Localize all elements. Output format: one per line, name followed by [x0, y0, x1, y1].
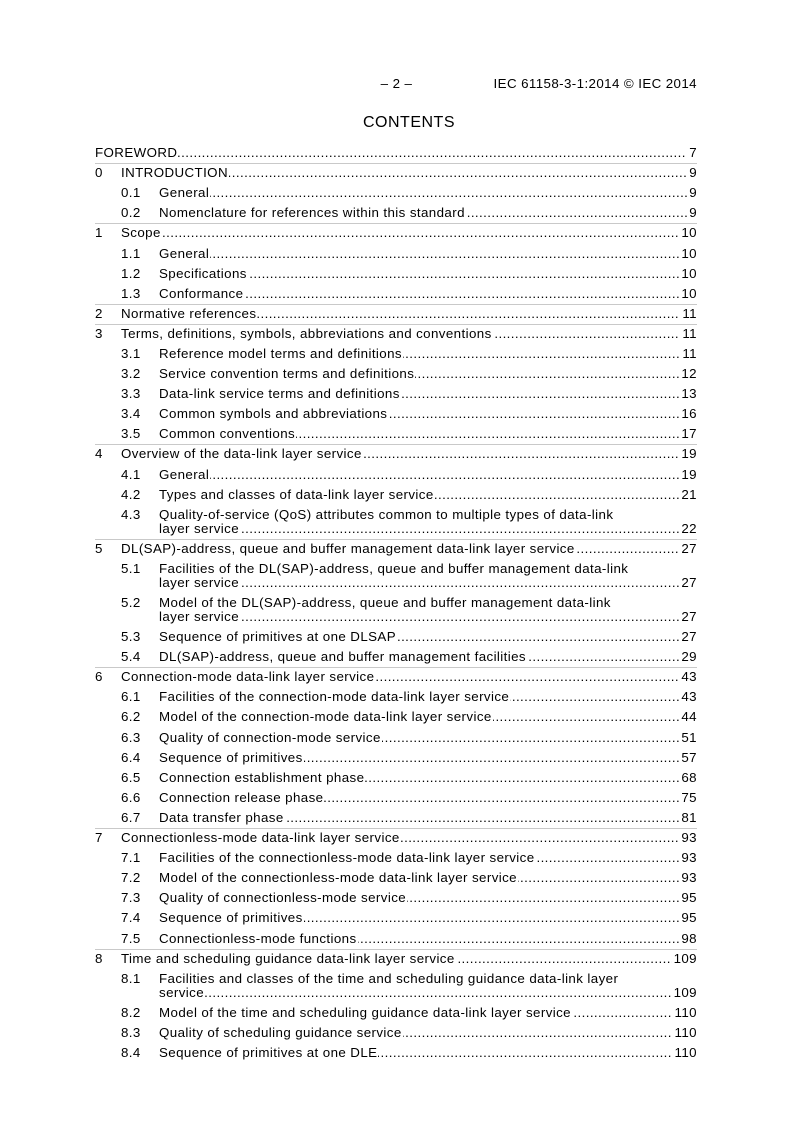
toc-entry-page: 10 — [681, 285, 697, 301]
toc-entry-number: 4.2 — [121, 486, 141, 502]
toc-entry[interactable] — [95, 404, 697, 424]
toc-entry[interactable] — [95, 465, 697, 485]
toc-entry-number: 1 — [95, 225, 103, 241]
toc-entry-number: 4 — [95, 446, 103, 462]
toc-entry-title: Connection establishment phase — [159, 769, 365, 785]
toc-entry-number: 0 — [95, 165, 103, 181]
toc-entry-title: Sequence of primitives — [159, 749, 303, 765]
toc-entry[interactable] — [95, 768, 697, 788]
toc-entry[interactable] — [95, 707, 697, 727]
toc-entry-number: 7 — [95, 830, 103, 846]
toc-entry-title: Connection-mode data-link layer service — [121, 669, 375, 685]
toc-entry[interactable] — [95, 183, 697, 203]
toc-entry[interactable] — [95, 1003, 697, 1023]
toc-entry-page: 43 — [681, 689, 697, 705]
toc-entry-page: 93 — [681, 830, 697, 846]
toc-entry-number: 8.3 — [121, 1024, 141, 1040]
toc-entry[interactable] — [95, 788, 697, 808]
toc-entry-number: 6.2 — [121, 709, 141, 725]
toc-entry-title: Sequence of primitives at one DLE — [159, 1044, 378, 1060]
dot-leader — [121, 226, 697, 240]
toc-entry-page: 9 — [689, 165, 697, 181]
toc-entry-page: 27 — [681, 629, 697, 645]
toc-entry[interactable] — [95, 344, 697, 364]
toc-entry-number: 7.3 — [121, 890, 141, 906]
toc-entry-number: 8 — [95, 950, 103, 966]
toc-entry-title: Quality of connection-mode service — [159, 729, 381, 745]
toc-entry-title: FOREWORD — [95, 145, 178, 161]
header-document-reference: IEC 61158-3-1:2014 © IEC 2014 — [493, 76, 697, 91]
toc-entry-title: DL(SAP)-address, queue and buffer management data-link layer service — [121, 540, 575, 556]
toc-entry[interactable] — [95, 627, 697, 647]
toc-entry-number: 6.5 — [121, 769, 141, 785]
dot-leader — [159, 247, 697, 261]
toc-entry-title: Connectionless-mode functions — [159, 930, 357, 946]
toc-entry-page: 43 — [681, 669, 697, 685]
toc-entry[interactable] — [95, 949, 697, 969]
toc-entry[interactable] — [95, 163, 697, 183]
toc-entry[interactable] — [95, 324, 697, 344]
toc-entry[interactable] — [95, 748, 697, 768]
toc-entry-number: 6.3 — [121, 729, 141, 745]
toc-entry-number: 4.1 — [121, 466, 141, 482]
toc-entry-title: Common conventions — [159, 426, 296, 442]
toc-entry-title: Quality-of-service (QoS) attributes common to multiple types of data-link layer service — [159, 506, 614, 536]
toc-entry[interactable] — [95, 969, 697, 1003]
toc-entry-number: 7.1 — [121, 850, 141, 866]
toc-entry[interactable] — [95, 728, 697, 748]
toc-entry-number: 6.7 — [121, 809, 141, 825]
toc-entry[interactable] — [95, 928, 697, 948]
toc-entry[interactable] — [95, 485, 697, 505]
toc-entry-title: Service convention terms and definitions — [159, 366, 415, 382]
toc-entry-page: 51 — [681, 729, 697, 745]
toc-entry-page: 10 — [681, 245, 697, 261]
toc-entry-title: Facilities of the connectionless-mode data-link layer service — [159, 850, 535, 866]
toc-entry-title: Model of the connectionless-mode data-link layer service — [159, 870, 517, 886]
toc-entry-page: 10 — [681, 265, 697, 281]
toc-entry-title: Quality of connectionless-mode service — [159, 890, 407, 906]
toc-entry-title: INTRODUCTION — [121, 165, 228, 181]
toc-entry-page: 11 — [682, 305, 697, 321]
toc-entry-page: 44 — [681, 709, 697, 725]
toc-entry-title: Types and classes of data-link layer service — [159, 486, 434, 502]
toc-entry-title: Facilities and classes of the time and scheduling guidance data-link layer service — [159, 970, 619, 1000]
toc-entry-title: Model of the time and scheduling guidance data-link layer service — [159, 1004, 571, 1020]
toc-entry[interactable] — [95, 364, 697, 384]
toc-entry[interactable] — [95, 647, 697, 667]
toc-entry-title-block — [121, 542, 640, 556]
toc-entry-number: 7.5 — [121, 930, 141, 946]
toc-entry-number: 1.1 — [121, 245, 141, 261]
dot-leader — [159, 186, 697, 200]
toc-entry-title: Scope — [121, 225, 161, 241]
toc-entry-page: 29 — [681, 649, 697, 665]
toc-entry-number: 3 — [95, 325, 103, 341]
toc-entry-page: 27 — [681, 574, 697, 590]
toc-entry[interactable] — [95, 888, 697, 908]
toc-entry-title: Terms, definitions, symbols, abbreviations and conventions — [121, 325, 492, 341]
toc-entry-page: 9 — [689, 185, 697, 201]
toc-entry-page: 27 — [681, 540, 697, 556]
toc-entry[interactable] — [95, 1043, 697, 1063]
toc-entry-number: 0.1 — [121, 185, 141, 201]
toc-entry-number: 4.3 — [121, 506, 141, 522]
toc-entry-page: 95 — [681, 910, 697, 926]
toc-entry-page: 7 — [689, 145, 697, 161]
toc-entry-page: 12 — [681, 366, 697, 382]
toc-entry-number: 5.1 — [121, 560, 141, 576]
toc-entry-number: 7.4 — [121, 910, 141, 926]
toc-entry[interactable] — [95, 667, 697, 687]
toc-entry-title: Sequence of primitives — [159, 910, 303, 926]
dot-leader — [159, 986, 697, 1000]
toc-entry-page: 93 — [681, 850, 697, 866]
toc-entry-number: 8.1 — [121, 970, 141, 986]
toc-entry-number: 3.3 — [121, 386, 141, 402]
toc-entry-page: 98 — [681, 930, 697, 946]
toc-entry-page: 11 — [682, 345, 697, 361]
toc-entry-number: 5.2 — [121, 595, 141, 611]
toc-entry-title: General — [159, 185, 210, 201]
toc-entry-page: 11 — [682, 325, 697, 341]
toc-entry-title: Common symbols and abbreviations — [159, 406, 388, 422]
toc-entry-title: General — [159, 245, 210, 261]
toc-entry[interactable] — [95, 384, 697, 404]
toc-entry-title: Facilities of the DL(SAP)-address, queue and buffer management data-link layer service — [159, 560, 629, 590]
toc-entry-title: Data-link service terms and definitions — [159, 386, 400, 402]
toc-entry-page: 68 — [681, 769, 697, 785]
toc-entry[interactable] — [95, 223, 697, 243]
toc-entry[interactable] — [95, 304, 697, 324]
toc-entry-number: 7.2 — [121, 870, 141, 886]
toc-entry-page: 10 — [681, 225, 697, 241]
toc-entry-page: 110 — [674, 1024, 697, 1040]
toc-entry-page: 19 — [681, 446, 697, 462]
toc-entry-title: Model of the DL(SAP)-address, queue and buffer management data-link layer service — [159, 595, 611, 625]
toc-entry-title: Overview of the data-link layer service — [121, 446, 362, 462]
toc-entry-page: 93 — [681, 870, 697, 886]
toc-entry-page: 81 — [681, 809, 697, 825]
toc-entry-title: General — [159, 466, 210, 482]
toc-entry[interactable] — [95, 203, 697, 223]
toc-entry[interactable] — [95, 868, 697, 888]
toc-entry-number: 5 — [95, 540, 103, 556]
dot-leader — [95, 146, 697, 160]
toc-entry-title: Connection release phase — [159, 789, 324, 805]
toc-entry-number: 0.2 — [121, 205, 141, 221]
toc-entry[interactable] — [95, 559, 697, 593]
toc-entry-page: 13 — [681, 386, 697, 402]
toc-entry[interactable] — [95, 264, 697, 284]
toc-entry[interactable] — [95, 848, 697, 868]
toc-entry[interactable] — [95, 687, 697, 707]
toc-entry-title-block — [159, 1006, 640, 1020]
dot-leader — [159, 468, 697, 482]
toc-entry[interactable] — [95, 908, 697, 928]
toc-entry[interactable] — [95, 143, 697, 163]
toc-entry-number: 5.4 — [121, 649, 141, 665]
toc-entry-page: 21 — [681, 486, 697, 502]
header-page-number: – 2 – — [380, 76, 413, 91]
toc-entry-title: Conformance — [159, 285, 244, 301]
toc-entry-title: Nomenclature for references within this standard — [159, 205, 465, 221]
toc-entry[interactable] — [95, 444, 697, 464]
toc-entry-number: 6.1 — [121, 689, 141, 705]
toc-entry-title: Sequence of primitives at one DLSAP — [159, 629, 396, 645]
toc-entry-title: Time and scheduling guidance data-link layer service — [121, 950, 455, 966]
toc-entry-number: 6.4 — [121, 749, 141, 765]
toc-entry-number: 6 — [95, 669, 103, 685]
toc-entry-page: 27 — [681, 609, 697, 625]
toc-entry-number: 3.5 — [121, 426, 141, 442]
toc-entry-number: 1.3 — [121, 285, 141, 301]
toc-entry-page: 110 — [674, 1044, 697, 1060]
toc-entry-page: 22 — [681, 520, 697, 536]
toc-entry-number: 1.2 — [121, 265, 141, 281]
toc-entry-number: 3.2 — [121, 366, 141, 382]
toc-entry[interactable] — [95, 424, 697, 444]
toc-entry-page: 9 — [689, 205, 697, 221]
toc-entry-page: 19 — [681, 466, 697, 482]
toc-entry-page: 17 — [681, 426, 697, 442]
toc-entry[interactable] — [95, 593, 697, 627]
toc-entry-title: DL(SAP)-address, queue and buffer management facilities — [159, 649, 526, 665]
toc-entry-page: 75 — [681, 789, 697, 805]
toc-entry[interactable] — [95, 243, 697, 263]
toc-entry-title: Specifications — [159, 265, 247, 281]
toc-entry-title: Normative references — [121, 305, 257, 321]
toc-entry[interactable] — [95, 505, 697, 539]
toc-entry-title: Quality of scheduling guidance service — [159, 1024, 402, 1040]
toc-entry-number: 6.6 — [121, 789, 141, 805]
toc-entry-page: 95 — [681, 890, 697, 906]
toc-entry-number: 8.4 — [121, 1044, 141, 1060]
toc-entry-page: 16 — [681, 406, 697, 422]
toc-entry[interactable] — [95, 828, 697, 848]
toc-entry-title: Connectionless-mode data-link layer service — [121, 830, 400, 846]
toc-entry[interactable] — [95, 1023, 697, 1043]
toc-entry-title: Data transfer phase — [159, 809, 284, 825]
toc-entry-page: 110 — [674, 1004, 697, 1020]
toc-entry-page: 109 — [673, 950, 697, 966]
toc-entry-title: Facilities of the connection-mode data-link layer service — [159, 689, 510, 705]
toc-entry[interactable] — [95, 808, 697, 828]
toc-entry-number: 2 — [95, 305, 103, 321]
contents-heading: CONTENTS — [363, 114, 455, 131]
toc-entry-number: 3.4 — [121, 406, 141, 422]
toc-entry[interactable] — [95, 284, 697, 304]
toc-entry-title: Model of the connection-mode data-link layer service — [159, 709, 492, 725]
toc-entry-number: 8.2 — [121, 1004, 141, 1020]
toc-entry-page: 57 — [681, 749, 697, 765]
toc-entry-number: 3.1 — [121, 345, 141, 361]
toc-entry-title: Reference model terms and definitions — [159, 345, 402, 361]
toc-entry[interactable] — [95, 539, 697, 559]
toc-entry-page: 109 — [673, 984, 697, 1000]
table-of-contents — [95, 143, 697, 1063]
toc-entry-number: 5.3 — [121, 629, 141, 645]
